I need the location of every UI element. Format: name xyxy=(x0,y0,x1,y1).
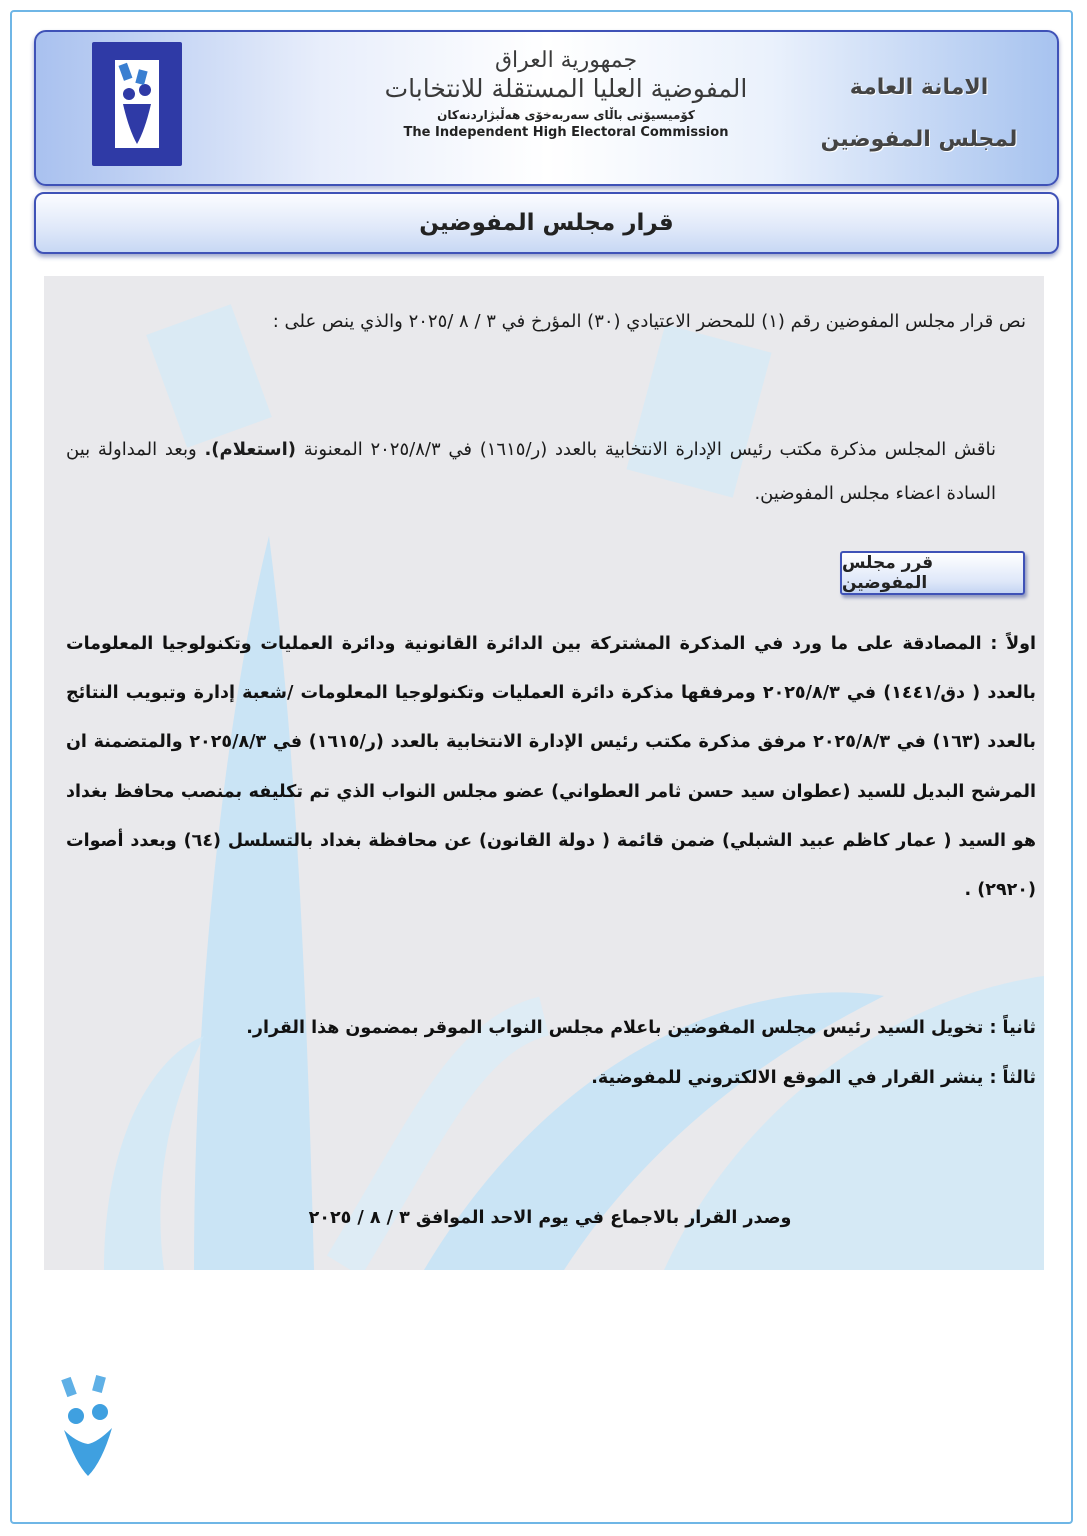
discussion-text: ناقش المجلس مذكرة مكتب رئيس الإدارة الانتخابية بالعدد (ر/١٦١٥) في ٢٠٢٥/٨/٣ المعنونة xyxy=(295,439,996,460)
document-title: قرار مجلس المفوضين xyxy=(419,210,674,236)
letterhead-header xyxy=(34,30,1059,186)
item-label-first: اولاً : xyxy=(981,634,1036,654)
commission-name-block xyxy=(366,48,766,142)
item-text-second: تخويل السيد رئيس مجلس المفوضين باعلام مجلس النواب الموقر بمضمون هذا القرار. xyxy=(246,1018,984,1038)
item-label-second: ثانياً : xyxy=(983,1018,1036,1038)
document-title-band xyxy=(34,192,1059,254)
commission-name-ar-line2: المفوضية العليا المستقلة للانتخابات xyxy=(384,74,748,103)
item-text-third: ينشر القرار في الموقع الالكتروني للمفوضية. xyxy=(591,1068,984,1088)
decision-item-third xyxy=(190,1061,1036,1095)
ihec-logo-icon xyxy=(115,60,159,148)
commission-name-ar-line1: جمهورية العراق xyxy=(494,48,638,73)
item-label-third: ثالثاً : xyxy=(983,1068,1036,1088)
secretariat-line1: الامانة العامة xyxy=(849,75,989,100)
intro-paragraph: نص قرار مجلس المفوضين رقم (١) للمحضر الاعتيادي (٣٠) المؤرخ في ٣ / ٨ /٢٠٢٥ والذي ينص على : xyxy=(272,311,1026,332)
closing-statement: وصدر القرار بالاجماع في يوم الاحد الموافق ٣ / ٨ / ٢٠٢٥ xyxy=(308,1208,792,1228)
decision-label: قرر مجلس المفوضين xyxy=(842,553,934,593)
commission-name-en: The Independent High Electoral Commission xyxy=(403,125,729,140)
commission-name-ku: کۆمیسیۆنی باڵای سەربەخۆی هەڵبژاردنەکان xyxy=(437,108,695,122)
discussion-text-end: وبعد المداولة بين السادة اعضاء مجلس المفوضين. xyxy=(66,439,996,504)
secretariat-block xyxy=(819,62,1019,166)
ihec-logo xyxy=(92,42,182,166)
item-text-first: المصادقة على ما ورد في المذكرة المشتركة بين الدائرة القانونية ودائرة العمليات وتكنولوجيا المعلومات بالعدد ( دق/١٤٤١) في ٢٠٢٥/٨/٣ ومرفقها مذكرة دائرة العمليات وتكنولوجيا المعلومات /شعبة إدارة وتبويب النتائج بالعدد (١٦٣) في ٢٠٢٥/٨/٣ مرفق مذكرة مكتب رئيس الإدارة الانتخابية بالعدد (ر/١٦١٥) في ٢٠٢٥/٨/٣ والمتضمنة ان المرشح البديل للسيد (عطوان سيد حسن ثامر العطواني) عضو مجلس النواب الذي تم تكليفه بمنصب محافظ بغداد هو السيد ( عمار كاظم عبيد الشبلي) ضمن قائمة ( دولة القانون) عن محافظة بغداد بالتسلسل (٦٤) وبعدد أصوات (٢٩٢٠) . xyxy=(66,634,1036,901)
secretariat-line2: لمجلس المفوضين xyxy=(820,127,1018,152)
discussion-paragraph xyxy=(66,428,996,516)
footer-logo-icon xyxy=(50,1372,130,1482)
decision-label-box xyxy=(840,551,1025,595)
decision-item-second xyxy=(190,1011,1036,1045)
decision-item-first xyxy=(66,620,1036,915)
discussion-subject: (استعلام). xyxy=(204,439,296,460)
